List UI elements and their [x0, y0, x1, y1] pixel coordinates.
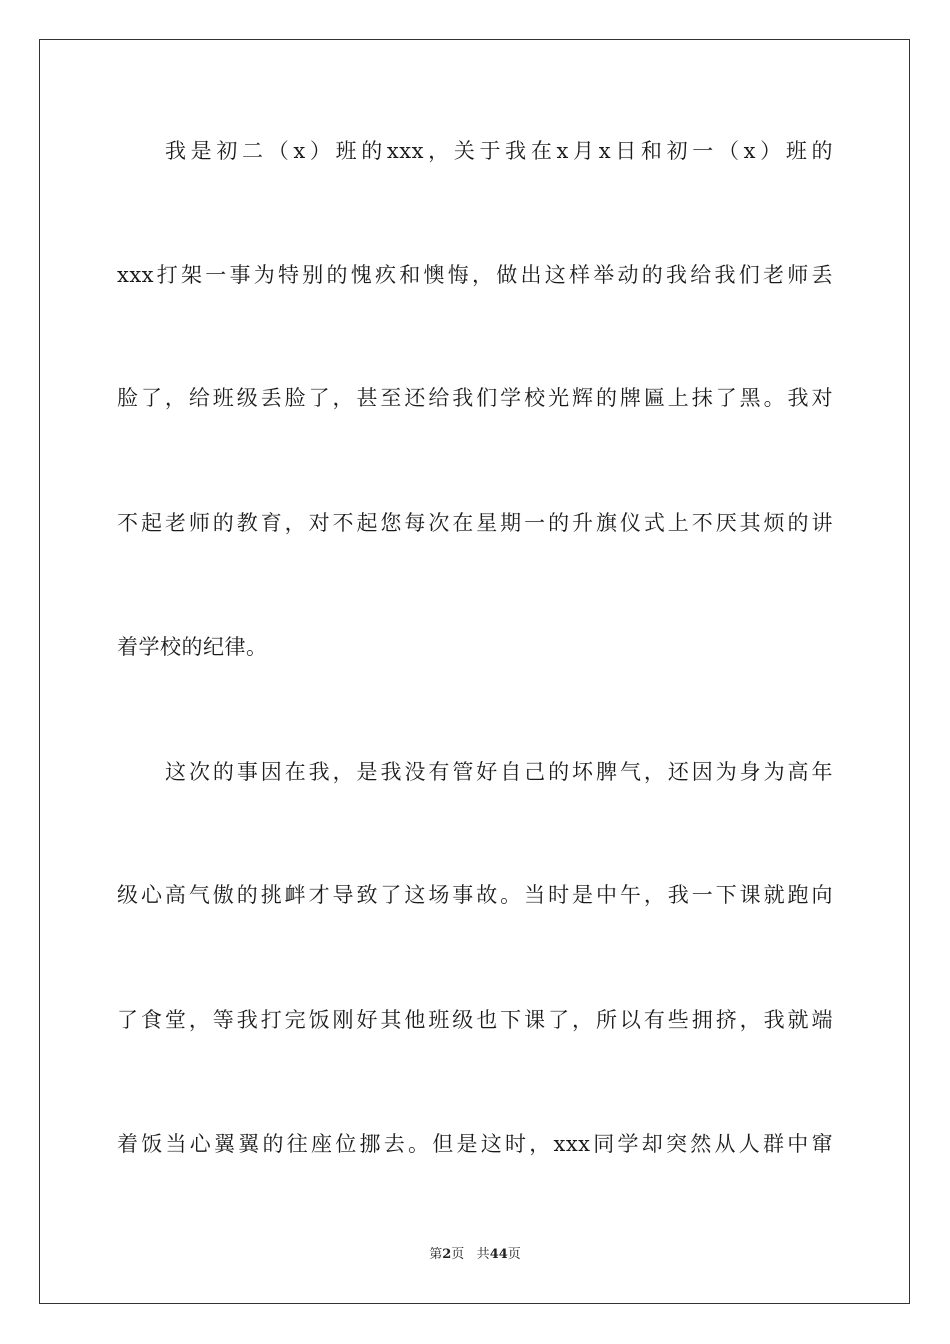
- paragraph-2-line-3: 了食堂，等我打完饭刚好其他班级也下课了，所以有些拥挤，我就端: [117, 1008, 833, 1032]
- paragraph-2-line-4: 着饭当心翼翼的往座位挪去。但是这时，xxx同学却突然从人群中窜: [117, 1132, 833, 1156]
- footer-page-prefix: 第: [429, 1247, 443, 1262]
- paragraph-1-line-5: 着学校的纪律。: [117, 635, 268, 659]
- footer-page-number: 2: [442, 1247, 452, 1262]
- footer-total-suffix: 页: [507, 1247, 521, 1262]
- paragraph-1-line-2: xxx打架一事为特别的愧疚和懊悔，做出这样举动的我给我们老师丢: [117, 263, 833, 287]
- footer-total-prefix: 共: [476, 1247, 490, 1262]
- footer-page-suffix: 页: [451, 1247, 465, 1262]
- paragraph-1-line-3: 脸了，给班级丢脸了，甚至还给我们学校光辉的牌匾上抹了黑。我对: [117, 386, 833, 410]
- paragraph-1-line-1: 我是初二（x）班的xxx，关于我在x月x日和初一（x）班的: [165, 139, 833, 163]
- paragraph-2-line-1: 这次的事因在我，是我没有管好自己的坏脾气，还因为身为高年: [165, 760, 833, 784]
- paragraph-2-line-2: 级心高气傲的挑衅才导致了这场事故。当时是中午，我一下课就跑向: [117, 883, 833, 907]
- paragraph-1-line-4: 不起老师的教育，对不起您每次在星期一的升旗仪式上不厌其烦的讲: [117, 511, 833, 535]
- footer-total-pages: 44: [489, 1247, 508, 1262]
- page-border: [39, 39, 910, 1304]
- page-footer: [0, 1246, 950, 1264]
